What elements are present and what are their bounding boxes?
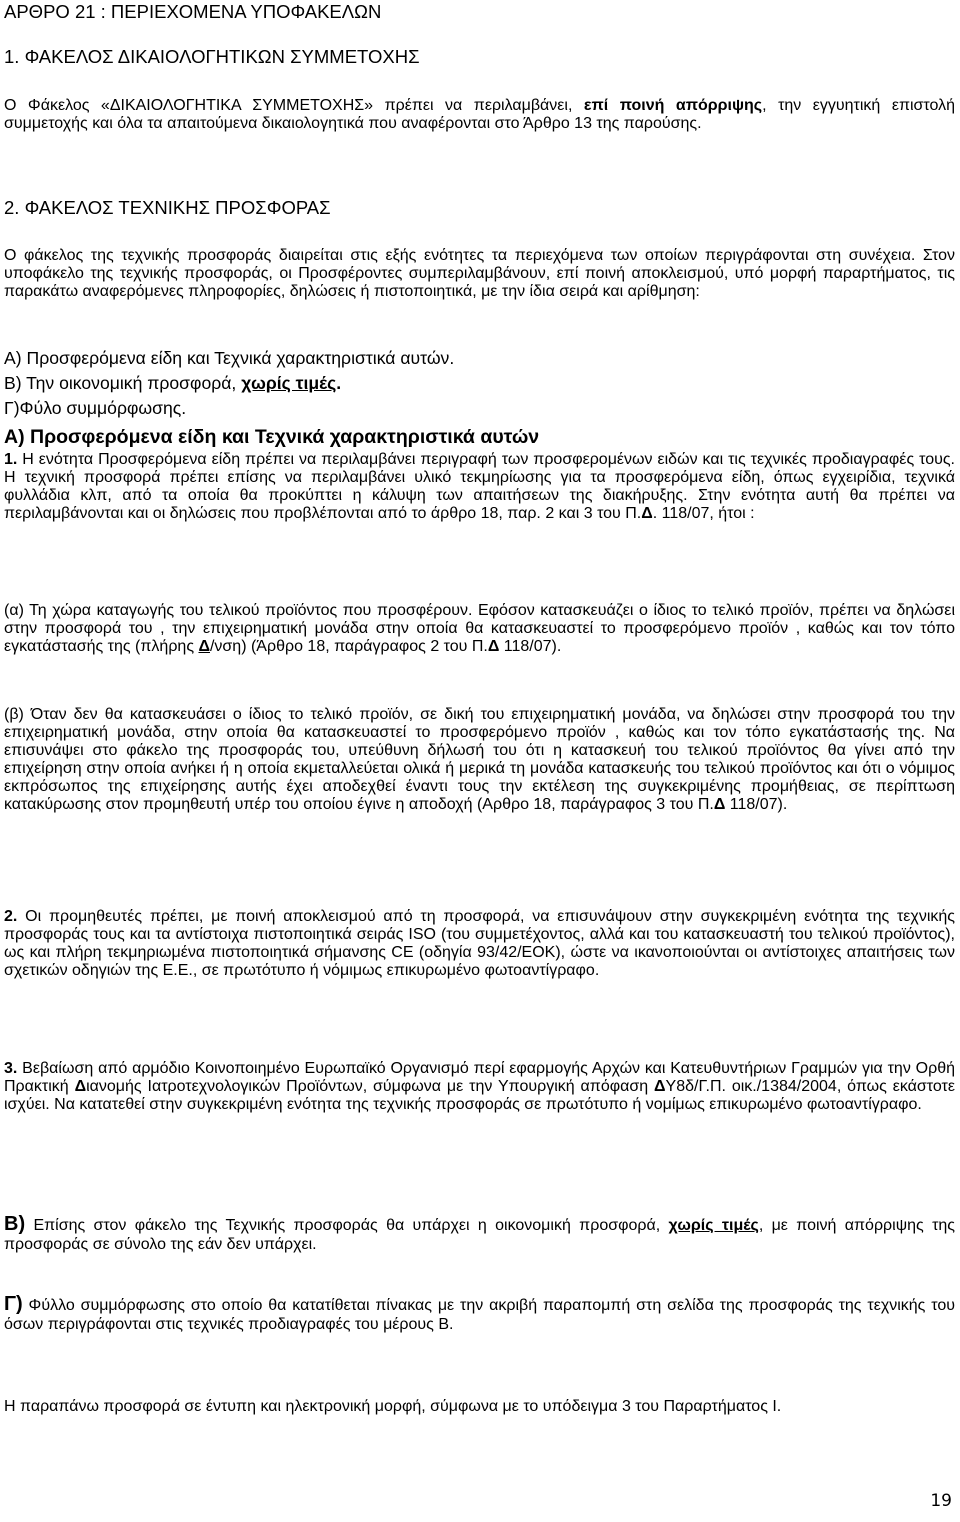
subsection-b-label: Β) bbox=[4, 1213, 26, 1235]
p3-bold-d-2: Δ bbox=[654, 1078, 666, 1095]
subsection-a-heading: Α) Προσφερόμενα είδη και Τεχνικά χαρακτηριστικά αυτών bbox=[4, 426, 540, 448]
subsection-c-text: Φύλλο συμμόρφωσης στο οποίο θα κατατίθεται πίνακας με την ακριβή παραπομπή στη σελίδα της προσφοράς της τεχνικής του όσων περιγράφονται στις τεχνικές προδιαγραφές του μέρους Β. bbox=[4, 1297, 955, 1333]
section2-intro: Ο φάκελος της τεχνικής προσφοράς διαιρείται στις εξής ενότητες τα περιεχόμενα των οποίων περιγράφονται στη συνέχεια. Στον υποφάκελο της τεχνικής προσφοράς, οι Προσφέροντες συμπεριλαμβάνουν, επί ποινή αποκλεισμού, υπό μορφή παραρτήματος, τις παρακάτω αναφερόμενες πληροφορίες, δηλώσεις ή πιστοποιητικά, με την ίδια σειρά και αρίθμηση: bbox=[4, 247, 955, 300]
p2-text: Οι προμηθευτές πρέπει, με ποινή αποκλεισμού από τη προσφορά, να επισυνάψουν στην συγκεκριμένη ενότητα της τεχνικής προσφοράς τους και τα αντίστοιχα πιστοποιητικά σειράς ISO (του συμμετέχοντος, αλλά και του κατασκευαστή του τελικού προϊόντος), ως και πλήρη τεκμηριωμένα πιστοποιητικά σήμανσης CE (οδηγία 93/42/ΕΟΚ), ώστε να ικανοποιούνται οι αντίστοιχες απαιτήσεις των σχετικών οδηγιών της Ε.Ε., σε πρωτότυπο ή νόμιμως επικυρωμένο φωτοαντίγραφο. bbox=[4, 908, 955, 979]
p3-number: 3. bbox=[4, 1060, 18, 1077]
page-number: 19 bbox=[930, 1491, 952, 1511]
section2-heading: 2. ΦΑΚΕΛΟΣ ΤΕΧΝΙΚΗΣ ΠΡΟΣΦΟΡΑΣ bbox=[4, 197, 331, 218]
p1-tail: . 118/07, ήτοι : bbox=[652, 505, 755, 522]
subsection-a-paragraph-3 bbox=[4, 1060, 955, 1114]
subsection-b-text-b: , με ποινή απόρριψης της προσφοράς σε σύνολο της εάν δεν υπάρχει. bbox=[4, 1217, 955, 1253]
list-b-prefix: Β) Την οικονομική προσφορά, bbox=[4, 373, 242, 393]
section1-text-bold: επί ποινή απόρριψης bbox=[583, 97, 763, 114]
p1-text: Η ενότητα Προσφερόμενα είδη πρέπει να περιλαμβάνει περιγραφή των προσφερομένων ειδών και τις τεχνικές προδιαγραφές τους. Η τεχνική προσφορά πρέπει επίσης να περιλαμβάνει υλικό τεκμηρίωσης για τα προσφερόμενα είδη, όπως εγχειρίδια, τεχνικά φυλλάδια κλπ, από τα οποία θα προκύπτει η κάλυψη των απαιτήσεων της διακήρυξης. Στην ενότητα αυτή θα πρέπει να περιλαμβάνονται και οι δηλώσεις που προβλέπονται από το άρθρο 18, παρ. 2 και 3 του Π. bbox=[4, 451, 955, 522]
p3-text-2: ιανομής Ιατροτεχνολογικών Προϊόντων, σύμφωνα με την Υπουργική απόφαση bbox=[86, 1078, 655, 1095]
article-title: ΑΡΘΡΟ 21 : ΠΕΡΙΕΧΟΜΕΝΑ ΥΠΟΦΑΚΕΛΩΝ bbox=[4, 1, 382, 22]
p3-text-3: Υ8δ/Γ.Π. οικ./1384/2004, όπως εκάστοτε ισχύει. Να κατατεθεί στην συγκεκριμένη ενότητα της τεχνικής προσφοράς σε πρωτότυπο ή νομίμως επικυρωμένο φωτοαντίγραφο. bbox=[4, 1078, 956, 1113]
section1-text-a: Ο Φάκελος «ΔΙΚΑΙΟΛΟΓΗΤΙΚΑ ΣΥΜΜΕΤΟΧΗΣ» πρέπει να περιλαμβάνει, bbox=[4, 97, 584, 114]
section1-heading: 1. ΦΑΚΕΛΟΣ ΔΙΚΑΙΟΛΟΓΗΤΙΚΩΝ ΣΥΜΜΕΤΟΧΗΣ bbox=[4, 46, 420, 67]
subsection-a-paragraph-1 bbox=[4, 451, 955, 523]
beta-bold-d: Δ bbox=[713, 796, 726, 813]
list-b-suffix: . bbox=[336, 373, 342, 393]
alpha-text-b: /νση) (Άρθρο 18, παράγραφος 2 του Π. bbox=[209, 638, 488, 655]
section2-list-a: Α) Προσφερόμενα είδη και Τεχνικά χαρακτηριστικά αυτών. bbox=[4, 348, 455, 368]
section2-list-b bbox=[4, 371, 955, 396]
subsection-c-paragraph bbox=[4, 1293, 955, 1334]
p3-text: Βεβαίωση από αρμόδιο Κοινοποιημένο Ευρωπαϊκό Οργανισμό περί εφαρμογής Αρχών και Κατευθυντήριων Γραμμών για την Ορθή Πρακτική bbox=[4, 1060, 955, 1095]
subsection-b-emphasis: χωρίς τιμές bbox=[668, 1217, 759, 1234]
section2-list-c: Γ)Φύλο συμμόρφωσης. bbox=[4, 398, 187, 418]
alpha-underlined-d: Δ bbox=[198, 638, 210, 655]
p2-number: 2. bbox=[4, 908, 18, 925]
subsection-b-text-a: Επίσης στον φάκελο της Τεχνικής προσφοράς θα υπάρχει η οικονομική προσφορά, bbox=[25, 1217, 669, 1234]
p1-number: 1. bbox=[4, 451, 18, 468]
alpha-text-a: (α) Τη χώρα καταγωγής του τελικού προϊόντος που προσφέρουν. Εφόσον κατασκευάζει ο ίδιος το τελικό προϊόν, πρέπει να δηλώσει στην προσφορά του , την επιχειρηματική μονάδα στην οποία θα κατασκευαστεί το προσφερόμενο προϊόν , καθώς και τον τόπο εγκατάστασής της (πλήρης bbox=[4, 602, 955, 655]
subsection-a-paragraph-2 bbox=[4, 908, 955, 980]
subsection-a-beta bbox=[4, 706, 955, 814]
alpha-text-c: 118/07). bbox=[499, 638, 562, 655]
beta-text-a: (β) Όταν δεν θα κατασκευάσει ο ίδιος το τελικό προϊόν, σε δική του επιχειρηματική μονάδα, να δηλώσει στην προσφορά του την επιχειρηματική μονάδα, στην οποία θα κατασκευαστεί το προσφερόμενο προϊόν , καθώς και τον τόπο εγκατάστασής της. Να επισυνάψει στο φάκελο της προσφοράς του, υπεύθυνη δήλωσή του ότι η κατασκευή του τελικού προϊόντος θα γίνει από την επιχείρηση στην οποία ανήκει ή η οποία εκμεταλλεύεται ολικά ή μερικά τη μονάδα κατασκευής του τελικού προϊόντος και ότι ο νόμιμος εκπρόσωπος της επιχείρησης αυτής έχει αποδεχθεί έναντι τους την εκτέλεση της συγκεκριμένης προμήθειας, σε περίπτωση κατακύρωσης στον προμηθευτή υπέρ του οποίου έγινε η αποδοχή (Αρθρο 18, παράγραφος 3 του Π. bbox=[4, 706, 955, 813]
alpha-bold-d: Δ bbox=[487, 638, 500, 655]
section1-paragraph bbox=[4, 97, 955, 133]
p1-bold-d: Δ bbox=[641, 505, 653, 522]
subsection-b-paragraph bbox=[4, 1213, 955, 1254]
beta-text-c: 118/07). bbox=[725, 796, 788, 813]
list-b-emphasis: χωρίς τιμές bbox=[241, 373, 337, 393]
subsection-a-alpha bbox=[4, 602, 955, 656]
subsection-c-label: Γ) bbox=[4, 1293, 23, 1315]
p3-bold-d: Δ bbox=[74, 1078, 87, 1095]
section1-text-b: , την εγγυητική επιστολή συμμετοχής και όλα τα απαιτούμενα δικαιολογητικά που αναφέρονται στο Άρθρο 13 της παρούσης. bbox=[4, 97, 956, 132]
closing-paragraph: Η παραπάνω προσφορά σε έντυπη και ηλεκτρονική μορφή, σύμφωνα με το υπόδειγμα 3 του Παραρτήματος Ι. bbox=[4, 1398, 782, 1415]
